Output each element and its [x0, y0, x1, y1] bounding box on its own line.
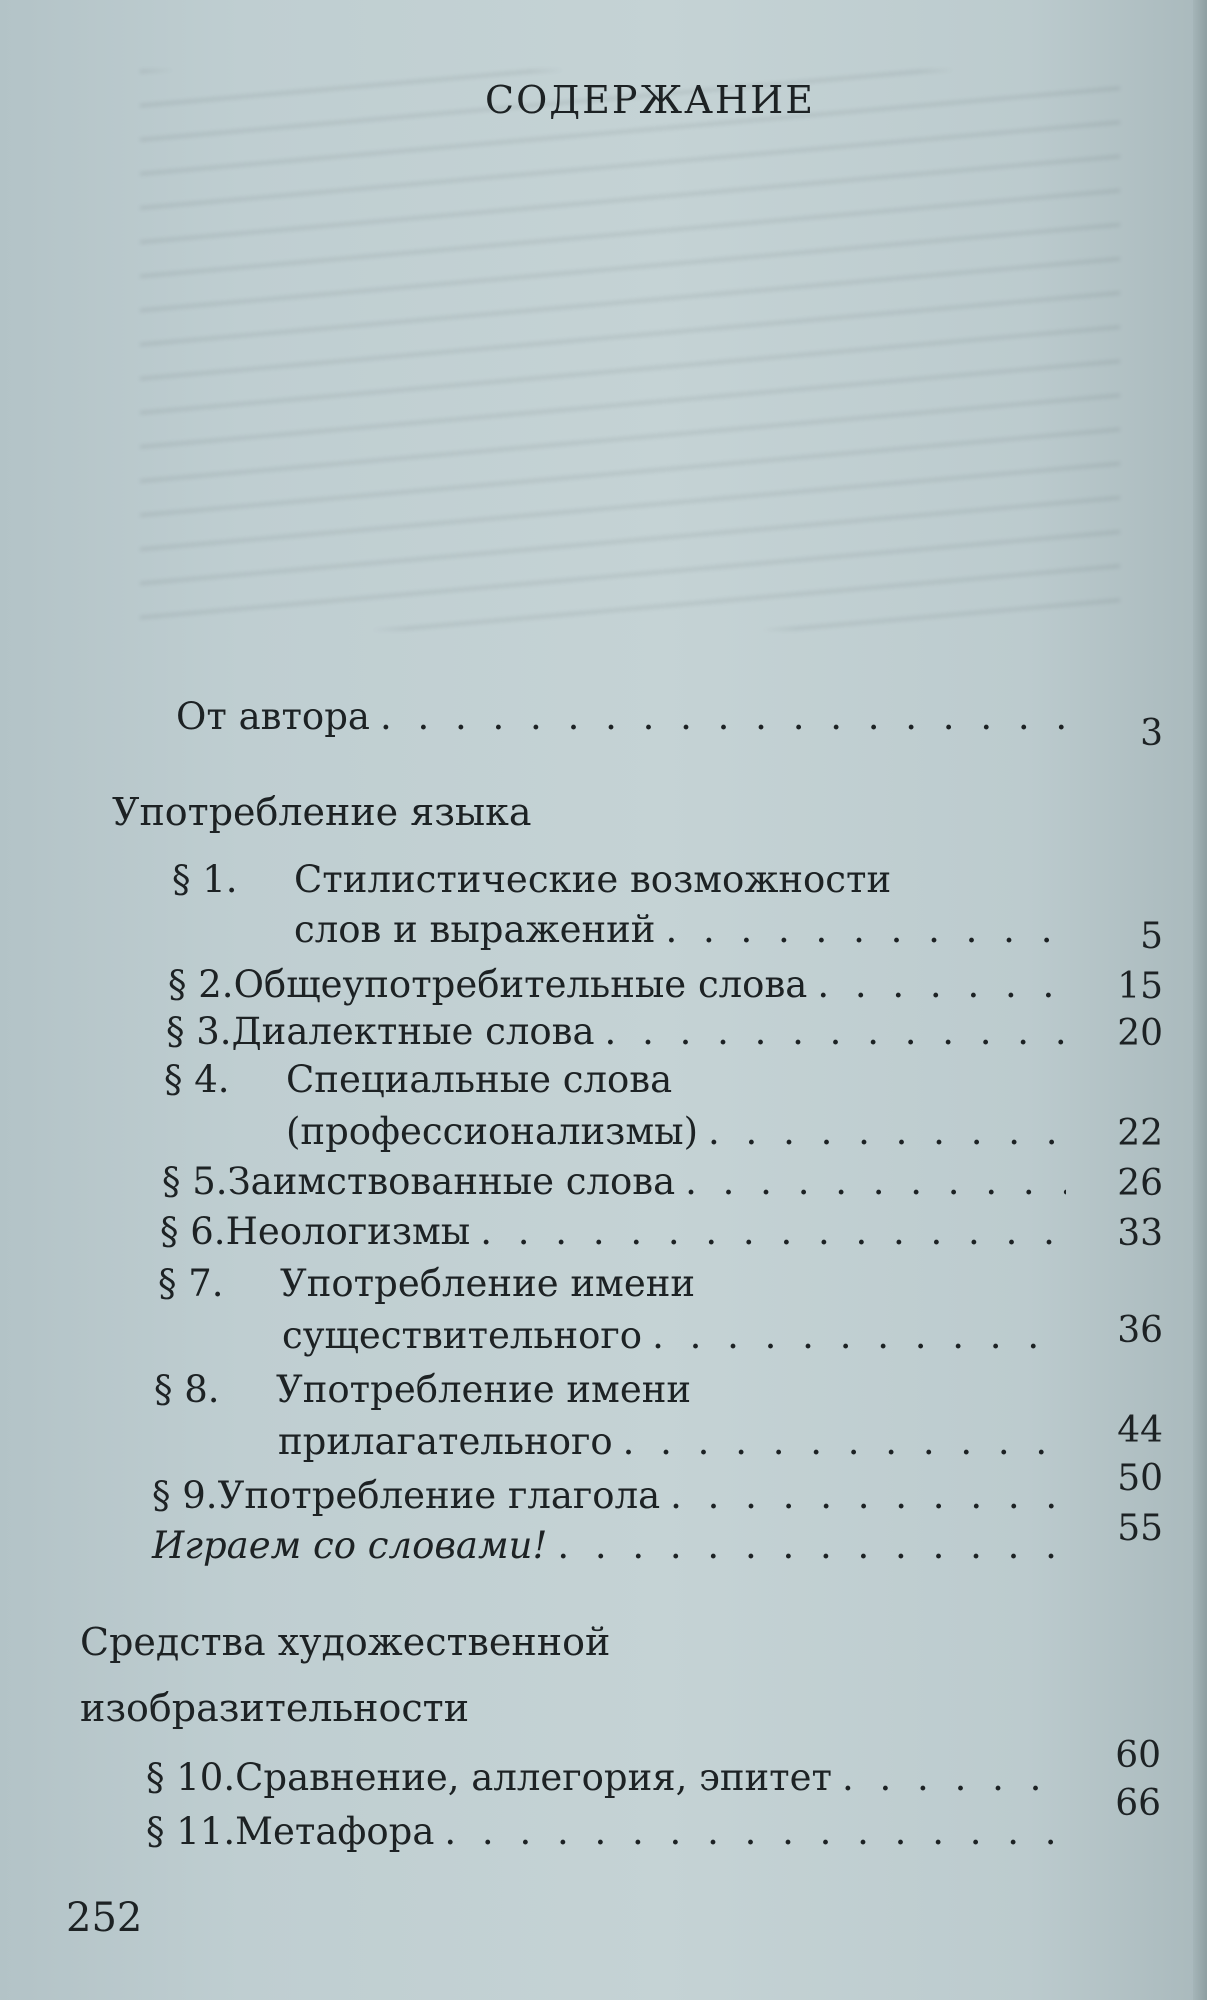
toc-entry-p7 — [158, 1262, 695, 1305]
toc-entry-title-cont: слов и выражений — [294, 908, 656, 951]
leader-dots — [623, 1420, 1066, 1463]
toc-entry-p1 — [172, 858, 891, 901]
toc-entry-p3 — [166, 1010, 1066, 1053]
section-heading-artistic-means: Средства художественной — [80, 1620, 611, 1664]
toc-entry-page: 33 — [1117, 1213, 1163, 1254]
toc-entry-p4-cont — [286, 1110, 1066, 1153]
paragraph-number: § 9. — [152, 1474, 218, 1517]
toc-entry-title: Употребление имени — [276, 1368, 692, 1411]
paragraph-number: § 8. — [154, 1368, 220, 1411]
toc-entry-p4 — [164, 1058, 672, 1101]
paragraph-number: § 3. — [166, 1010, 232, 1053]
toc-entry-p5 — [162, 1160, 1066, 1203]
toc-entry-intro — [176, 695, 1066, 738]
leader-dots — [708, 1110, 1066, 1153]
paragraph-number: § 4. — [164, 1058, 230, 1101]
toc-entry-p1-cont — [294, 908, 1066, 951]
toc-entry-page: 15 — [1117, 966, 1163, 1007]
paragraph-number: § 6. — [160, 1210, 226, 1253]
toc-entry-page: 66 — [1115, 1783, 1161, 1824]
toc-entry-title: Употребление глагола — [217, 1474, 661, 1517]
toc-entry-p11 — [146, 1810, 1066, 1853]
toc-entry-p10 — [146, 1756, 1066, 1799]
leader-dots — [685, 1160, 1066, 1203]
toc-entry-title: Диалектные слова — [231, 1010, 595, 1053]
toc-entry-page: 60 — [1115, 1735, 1161, 1776]
toc-entry-title: Метафора — [235, 1810, 435, 1853]
section-heading-artistic-means-cont: изобразительности — [80, 1686, 470, 1730]
leader-dots — [444, 1810, 1066, 1853]
paragraph-number: § 2. — [168, 963, 234, 1006]
paragraph-number: § 1. — [172, 858, 238, 901]
toc-entry-title-cont: (профессионализмы) — [286, 1110, 699, 1153]
toc-entry-title-cont: существительного — [282, 1314, 643, 1357]
toc-entry-title: Заимствованные слова — [227, 1160, 676, 1203]
toc-entry-page: 20 — [1117, 1013, 1163, 1054]
toc-entry-title: Сравнение, аллегория, эпитет — [235, 1756, 833, 1799]
toc-entry-p8 — [154, 1368, 691, 1411]
leader-dots — [670, 1474, 1066, 1517]
toc-entry-title: Стилистические возможности — [294, 858, 892, 901]
toc-entry-title: Специальные слова — [286, 1058, 673, 1101]
toc-entry-title: Играем со словами! — [152, 1524, 548, 1567]
toc-entry-page: 26 — [1117, 1163, 1163, 1204]
leader-dots — [842, 1756, 1066, 1799]
paragraph-number: § 11. — [146, 1810, 236, 1853]
toc-entry-page: 3 — [1140, 713, 1163, 754]
toc-entry-title-cont: прилагательного — [278, 1420, 613, 1463]
toc-entry-p9 — [152, 1474, 1066, 1517]
leader-dots — [605, 1010, 1066, 1053]
toc-entry-p8-cont — [278, 1420, 1066, 1463]
page-title: СОДЕРЖАНИЕ — [485, 78, 815, 122]
leader-dots — [817, 963, 1066, 1006]
paragraph-number: § 5. — [162, 1160, 228, 1203]
toc-entry-title: Употребление имени — [280, 1262, 696, 1305]
leader-dots — [557, 1524, 1066, 1567]
leader-dots — [652, 1314, 1066, 1357]
toc-entry-page: 55 — [1117, 1508, 1163, 1549]
section-heading-usage: Употребление языка — [112, 790, 532, 834]
toc-entry-page: 44 — [1117, 1410, 1163, 1451]
toc-entry-title: От автора — [176, 695, 370, 738]
toc-entry-page: 22 — [1117, 1113, 1163, 1154]
leader-dots — [665, 908, 1066, 951]
paragraph-number: § 10. — [146, 1756, 236, 1799]
leader-dots — [480, 1210, 1066, 1253]
toc-entry-page: 5 — [1140, 916, 1163, 957]
paragraph-number: § 7. — [158, 1262, 224, 1305]
toc-entry-p6 — [160, 1210, 1066, 1253]
toc-entry-play — [152, 1524, 1066, 1567]
toc-entry-title: Общеупотребительные слова — [233, 963, 808, 1006]
page-number: 252 — [66, 1895, 143, 1941]
toc-entry-p2 — [168, 963, 1066, 1006]
toc-entry-page: 50 — [1117, 1458, 1163, 1499]
toc-entry-title: Неологизмы — [225, 1210, 471, 1253]
toc-entry-page: 36 — [1117, 1310, 1163, 1351]
leader-dots — [380, 695, 1066, 738]
toc-entry-p7-cont — [282, 1314, 1066, 1357]
